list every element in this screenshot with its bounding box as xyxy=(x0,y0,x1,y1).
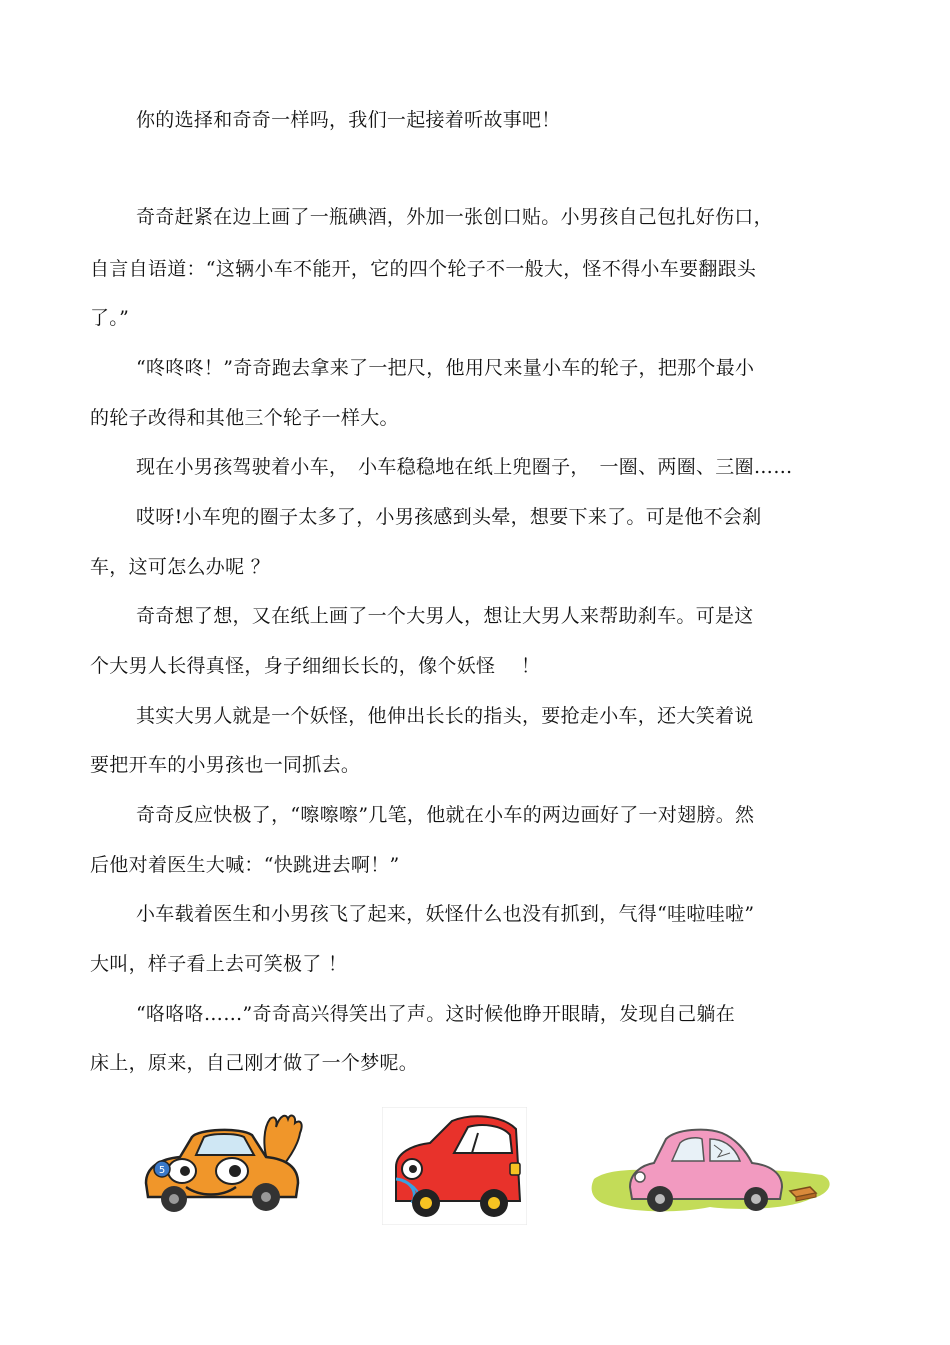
text-line: 其实大男人就是一个妖怪，他伸出长长的指头，要抢走小车，还大笑着说 xyxy=(136,705,754,727)
text-line: 现在小男孩驾驶着小车， 小车稳稳地在纸上兜圈子， 一圈、两圈、三圈…… xyxy=(136,456,793,478)
pink-crashed-car-illustration xyxy=(590,1115,838,1227)
text-line: “咚咚咚！”奇奇跑去拿来了一把尺，他用尺来量小车的轮子，把那个最小 xyxy=(136,357,755,379)
text-line: 要把开车的小男孩也一同抓去。 xyxy=(90,754,361,776)
svg-text:5: 5 xyxy=(158,1165,166,1176)
text-line: 自言自语道：“这辆小车不能开，它的四个轮子不一般大，怪不得小车要翻跟头 xyxy=(90,258,757,280)
text-line: 奇奇反应快极了，“嚓嚓嚓”几笔，他就在小车的两边画好了一对翅膀。然 xyxy=(136,804,755,826)
text-line: “咯咯咯……”奇奇高兴得笑出了声。这时候他睁开眼睛，发现自己躺在 xyxy=(136,1003,736,1025)
text-line: 奇奇想了想，又在纸上画了一个大男人，想让大男人来帮助刹车。可是这 xyxy=(136,605,754,627)
text-line: 床上，原来，自己刚才做了一个梦呢。 xyxy=(90,1052,419,1074)
text-line: 了。” xyxy=(90,307,130,329)
red-car-illustration xyxy=(382,1107,527,1225)
text-line: 奇奇赶紧在边上画了一瓶碘酒，外加一张创口贴。小男孩自己包扎好伤口， xyxy=(136,206,773,228)
text-line: 哎呀!小车兜的圈子太多了，小男孩感到头晕，想要下来了。可是他不会刹 xyxy=(136,506,762,528)
text-line: 小车载着医生和小男孩飞了起来，妖怪什么也没有抓到，气得“哇啦哇啦” xyxy=(136,903,755,925)
text-line: 你的选择和奇奇一样吗，我们一起接着听故事吧！ xyxy=(136,109,561,131)
text-line: 个大男人长得真怪，身子细细长长的，像个妖怪 ！ xyxy=(90,655,541,677)
orange-waving-car-illustration xyxy=(140,1105,305,1215)
text-line: 的轮子改得和其他三个轮子一样大。 xyxy=(90,407,399,429)
text-line: 大叫，样子看上去可笑极了 ！ xyxy=(90,953,348,975)
text-line: 后他对着医生大喊：“快跳进去啊！” xyxy=(90,854,400,876)
text-line: 车，这可怎么办呢 ？ xyxy=(90,556,271,578)
